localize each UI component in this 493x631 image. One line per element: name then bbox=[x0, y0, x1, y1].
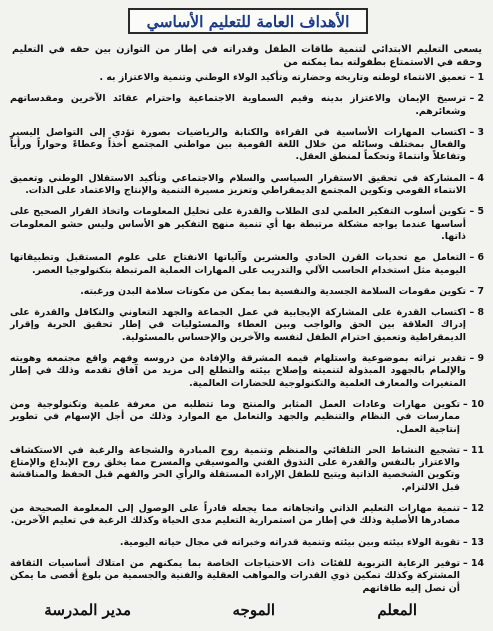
objective-text: تقوية الولاء بيئته وبين بيئته وتنمية قدراته وخبراته في مجال حياته اليومية. bbox=[119, 536, 460, 548]
signature-principal: مدير المدرسة bbox=[44, 601, 131, 619]
objective-number: 3 – bbox=[469, 126, 484, 138]
signature-row bbox=[0, 597, 493, 627]
objective-text: تعميق الانتماء لوطنه وتاريخه وحضارته وتأكيد الولاء الوطني وتنمية والاعتزاز به . bbox=[99, 72, 466, 83]
objective-text: تشجيع النشاط الحر التلقائي والمنظم وتنمية روح المبادرة والشجاعة والرغبة في الاستكشاف والاعتزاز بالنفس والقدرة على التذوق الفني والموسيقي والمسرح مما يخلق روح الإبداع والإمتاع وتكوين الشخصية الذاتية ويتيح للطفل الإرادة المستقلة والرأي الحر والفهم قبل الحفظ والمناقشة قبل الالتزام. bbox=[10, 444, 460, 493]
objective-text: توفير الرعاية التربوية للفئات ذات الاحتياجات الخاصة بما يمكنهم من امتلاك أساسيات الثقافة المشتركة وكذلك تمكين ذوي القدرات والمواهب العقلية والفنية والجسمية من بلوغ أقصى ما يمكن أن تصل إليه طاقاتهم bbox=[10, 557, 460, 594]
objective-text: اكتساب القدرة على المشاركة الإيجابية في عمل الجماعة والجهد التعاوني والتكافل والقدرة على إدراك العلاقة بين الحق والواجب وبين العطاء والمسئوليات في إطار تحقيق الحرية وإقرار الديمقراطية وتعميق احترام الطفل لنفسه والآخرين والإحساس بالمسئولية. bbox=[10, 307, 466, 343]
objective-number: 12 – bbox=[463, 503, 484, 515]
intro-paragraph: يسعى التعليم الابتدائي لتنمية طاقات الطفل وقدراته في إطار من التوازن بين حقه في التعليم وحقه في الاستمتاع بطفولته بما يمكنه من bbox=[12, 44, 482, 68]
objective-text: ترسيخ الإيمان والاعتزاز بدينه وقيم السماوية الاجتماعية واحترام عقائد الآخرين ومقدساتهم وشعائرهم. bbox=[10, 93, 466, 117]
objective-number: 7 – bbox=[469, 285, 484, 297]
objective-number: 4 – bbox=[469, 172, 484, 184]
objective-item bbox=[10, 399, 484, 436]
objective-number: 13 – bbox=[463, 536, 484, 548]
objective-item bbox=[10, 558, 484, 595]
objective-item bbox=[10, 286, 484, 298]
objective-item bbox=[10, 252, 484, 277]
objective-number: 10 – bbox=[463, 398, 484, 410]
objective-number: 14 – bbox=[463, 557, 484, 569]
objective-text: تنمية مهارات التعليم الذاتي واتجاهاته مما يجعله قادراً على الوصول إلى المعلومة الصحيحة من مصادرها الأصلية وذلك في إطار من استمرارية التعليم مدى الحياة وكذلك الرغبة في تعليم الآخرين. bbox=[10, 503, 460, 527]
objective-text: التعامل مع تحديات القرن الحادي والعشرين وآلياتها الانفتاح على علوم المستقبل وتطبيقاتها اليومية مثل استخدام الحاسب الآلي والتدريب على المهارات العملية المرتبطة بتكنولوجيا العصر. bbox=[10, 252, 466, 276]
objective-item bbox=[10, 445, 484, 494]
objective-text: تكوين أسلوب التفكير العلمي لدى الطلاب والقدرة على تحليل المعلومات واتخاذ القرار الصحيح على أساسها عندما يواجه مشكلة مرتبطة بها أي تنمية منهج التفكير هو الأساس وليس حشو المعلومات ذاتها. bbox=[10, 206, 466, 242]
objective-number: 5 – bbox=[469, 206, 484, 218]
objective-text: تقدير تراثه بموضوعية واستلهام قيمه المشرقة والإفادة من دروسه وفهم واقع مجتمعه وهويته والإلمام بالجهود المبذولة لتنميته وإصلاح بيئته والتطلع إلى مزيد من آفاق تقدمه وذلك في إطار المتغيرات والمعارف العلمية والتكنولوجية للحضارات العالمية. bbox=[10, 353, 466, 389]
objective-item bbox=[10, 353, 484, 390]
signature-teacher: المعلم bbox=[377, 601, 417, 619]
objective-number: 1 – bbox=[469, 72, 484, 83]
objective-number: 8 – bbox=[469, 307, 484, 319]
objective-number: 11 – bbox=[463, 444, 484, 456]
objective-item bbox=[10, 537, 484, 549]
objective-item bbox=[10, 93, 484, 118]
objective-number: 9 – bbox=[469, 353, 484, 365]
objective-item bbox=[10, 503, 484, 528]
objective-text: تكوين مقومات السلامة الجسدية والنفسية بما يمكن من مكونات سلامة البدن ورغبته. bbox=[80, 285, 466, 297]
objective-item bbox=[10, 173, 484, 198]
objectives-list bbox=[10, 72, 484, 604]
objective-text: تكوين مهارات وعادات العمل المثابر والمنتج وما تتطلبه من معرفة علمية وتكنولوجية ومن ممارسات في النظام والتنظيم والجهد والتعامل مع الموارد وذلك من أجل الإسهام في تطوير إنتاجية العمل. bbox=[10, 398, 460, 435]
objective-item bbox=[10, 206, 484, 243]
document-title: الأهداف العامة للتعليم الأساسي bbox=[128, 8, 368, 34]
objective-item bbox=[10, 307, 484, 344]
objective-text: اكتساب المهارات الأساسية في القراءة والكتابة والرياضيات بصورة تؤدي إلى التواصل اليسير والفعال بمختلف وسائله من خلال اللغة القومية بين مواطني المجتمع أخذاً وعطاءً وحواراً ورأياً وتفاعلاً وانتماءً وتحكماً لمنطق العقل. bbox=[10, 126, 466, 163]
objective-number: 2 – bbox=[469, 93, 484, 105]
objective-number: 6 – bbox=[469, 252, 484, 264]
objective-item bbox=[10, 72, 484, 84]
objective-text: المشاركة في تحقيق الاستقرار السياسي والسلام والاجتماعي وتأكيد الاستقلال الوطني وتعميق الانتماء القومي وتكوين المجتمع الديمقراطي وتعزيز مسيرة التنمية والإنتاج والاعتماد على الذات. bbox=[10, 172, 466, 197]
signature-supervisor: الموجه bbox=[232, 601, 275, 619]
objective-item bbox=[10, 127, 484, 164]
